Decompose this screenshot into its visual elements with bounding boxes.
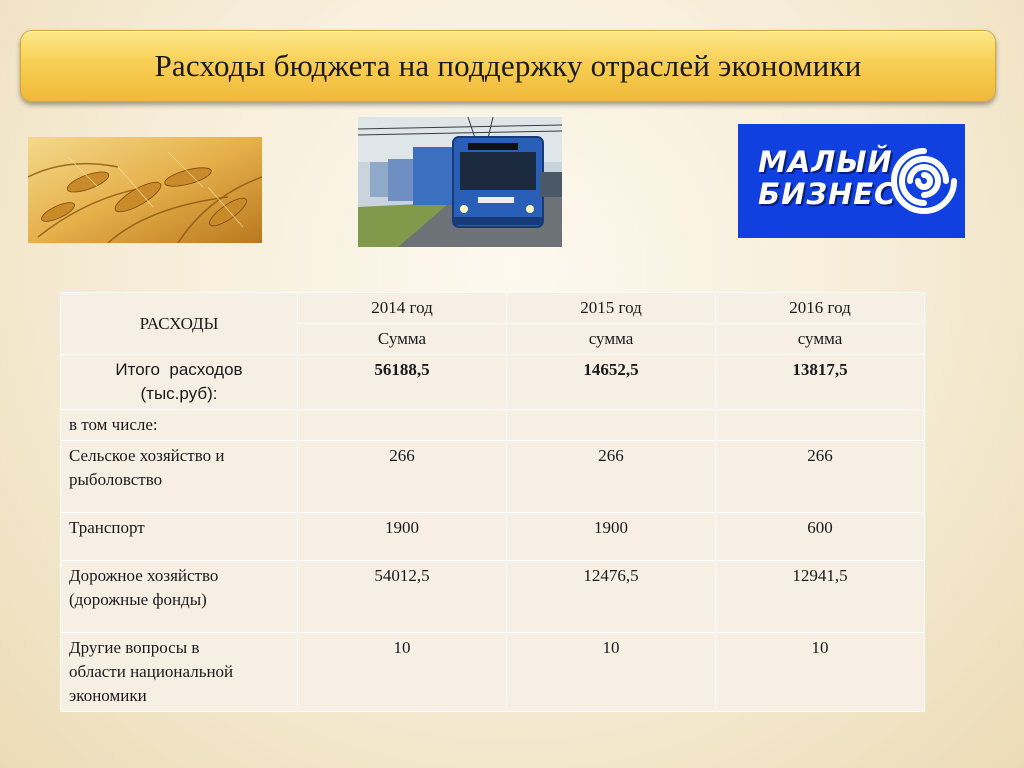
value-2014: 1900 [298, 513, 507, 561]
table-row [61, 561, 925, 633]
header-year-2016: 2016 год [716, 293, 925, 324]
value-2016: 10 [716, 633, 925, 712]
value-2016: 266 [716, 441, 925, 513]
value-2014: 10 [298, 633, 507, 712]
total-2016: 13817,5 [716, 355, 925, 410]
header-sum-2014: Сумма [298, 324, 507, 355]
header-sum-2016: сумма [716, 324, 925, 355]
table-header-row [61, 293, 925, 324]
row-label-line: экономики [69, 686, 147, 705]
wheat-photo [28, 137, 262, 243]
empty-cell [716, 410, 925, 441]
logo-line-1: МАЛЫЙ [758, 145, 893, 179]
small-business-logo-text [758, 146, 896, 210]
title-banner [20, 30, 996, 102]
empty-cell [298, 410, 507, 441]
value-2016: 600 [716, 513, 925, 561]
table-row [61, 441, 925, 513]
row-label-line: (дорожные фонды) [69, 590, 207, 609]
row-label-line: Сельское хозяйство и [69, 446, 225, 465]
including-label: в том числе: [61, 410, 298, 441]
header-year-2014: 2014 год [298, 293, 507, 324]
row-label-line: рыболовство [69, 470, 163, 489]
wheat-illustration [28, 137, 262, 243]
row-label [61, 513, 298, 561]
trolleybus-illustration [358, 117, 562, 247]
table-row [61, 513, 925, 561]
header-year-2015: 2015 год [507, 293, 716, 324]
header-expenses: РАСХОДЫ [61, 293, 298, 355]
trolleybus-photo [358, 117, 562, 247]
table-row-total [61, 355, 925, 410]
value-2015: 12476,5 [507, 561, 716, 633]
row-label [61, 633, 298, 712]
value-2015: 266 [507, 441, 716, 513]
total-label-line1: Итого расходов [115, 360, 243, 379]
table-row-including [61, 410, 925, 441]
header-sum-2015: сумма [507, 324, 716, 355]
small-business-logo [738, 124, 965, 238]
budget-table [60, 292, 925, 712]
total-2014: 56188,5 [298, 355, 507, 410]
row-label-line: Дорожное хозяйство [69, 566, 219, 585]
row-label [61, 441, 298, 513]
logo-line-2: БИЗНЕС [758, 177, 897, 211]
value-2014: 54012,5 [298, 561, 507, 633]
total-label [61, 355, 298, 410]
value-2014: 266 [298, 441, 507, 513]
total-2015: 14652,5 [507, 355, 716, 410]
value-2016: 12941,5 [716, 561, 925, 633]
empty-cell [507, 410, 716, 441]
table-row [61, 633, 925, 712]
value-2015: 10 [507, 633, 716, 712]
value-2015: 1900 [507, 513, 716, 561]
row-label-line: области национальной [69, 662, 234, 681]
row-label-line: Транспорт [69, 518, 145, 537]
row-label-line: Другие вопросы в [69, 638, 200, 657]
row-label [61, 561, 298, 633]
total-label-line2: (тыс.руб): [140, 384, 218, 403]
spiral-icon [888, 134, 960, 228]
page-title: Расходы бюджета на поддержку отраслей экономики [154, 48, 862, 83]
